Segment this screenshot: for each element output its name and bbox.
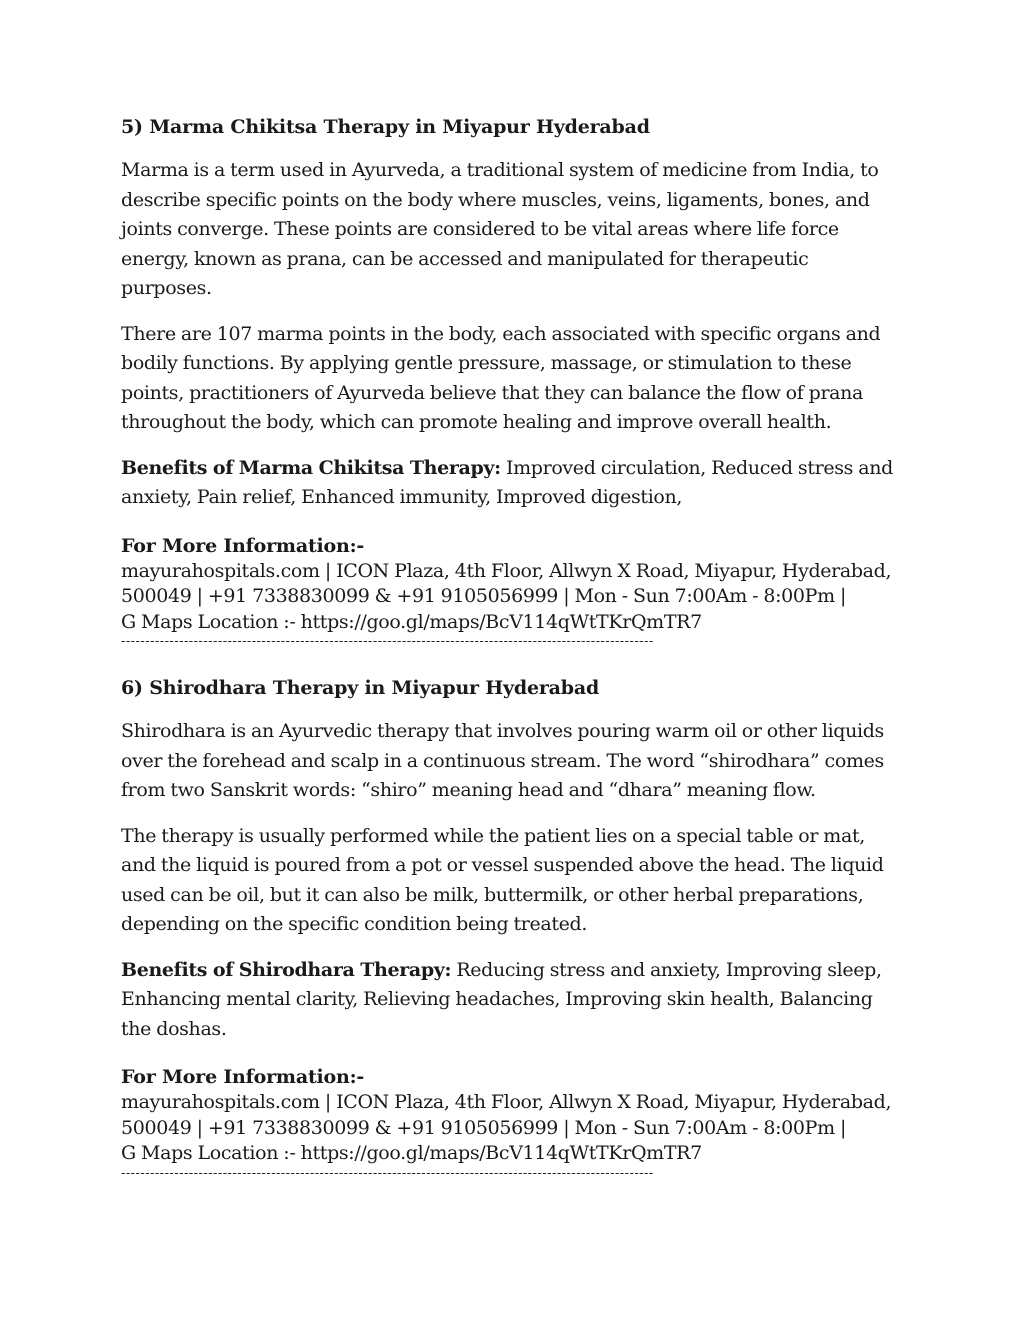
info-line-website-address: mayurahospitals.com | ICON Plaza, 4th Floor, Allwyn X Road, Miyapur, Hyderabad, bbox=[121, 1091, 892, 1113]
benefits-paragraph bbox=[121, 454, 903, 513]
info-heading: For More Information:- bbox=[121, 1066, 365, 1088]
paragraph: Shirodhara is an Ayurvedic therapy that involves pouring warm oil or other liquids over the forehead and scalp in a continuous stream. The word “shirodhara” comes from two Sanskrit words: “shiro” meaning head and “dhara” meaning flow. bbox=[121, 720, 884, 801]
paragraph: The therapy is usually performed while the patient lies on a special table or mat, and the liquid is poured from a pot or vessel suspended above the head. The liquid used can be oil, but it can also be milk, buttermilk, or other herbal preparations, depending on the specific condition being treated. bbox=[121, 824, 884, 935]
dashed-divider: -------------------------------------------------------------------------------------------------------------- bbox=[121, 635, 654, 649]
benefits-text: Reducing stress and anxiety, Improving sleep, Enhancing mental clarity, Relieving headaches, Improving skin health, Balancing the doshas. bbox=[121, 958, 882, 1040]
benefits-paragraph bbox=[121, 956, 903, 1045]
info-line-website-address: mayurahospitals.com | ICON Plaza, 4th Floor, Allwyn X Road, Miyapur, Hyderabad, bbox=[121, 559, 892, 582]
section-title: 5) Marma Chikitsa Therapy in Miyapur Hyderabad bbox=[121, 116, 650, 138]
section-title: 6) Shirodhara Therapy in Miyapur Hyderabad bbox=[121, 677, 600, 699]
benefits-text: Improved circulation, Reduced stress and anxiety, Pain relief, Enhanced immunity, Improved digestion, bbox=[121, 456, 893, 508]
contact-info bbox=[121, 1064, 903, 1181]
paragraph: There are 107 marma points in the body, each associated with specific organs and bodily functions. By applying gentle pressure, massage, or stimulation to these points, practitioners of Ayurveda believe that they can balance the flow of prana throughout the body, which can promote healing and improve overall health. bbox=[121, 322, 881, 433]
info-line-phone-hours: 500049 | +91 7338830099 & +91 9105056999 | Mon - Sun 7:00Am - 8:00Pm | bbox=[121, 585, 846, 607]
section-shirodhara bbox=[121, 675, 903, 1181]
info-heading: For More Information:- bbox=[121, 534, 365, 557]
contact-info bbox=[121, 533, 903, 650]
section-marma-chikitsa bbox=[121, 114, 903, 649]
info-line-maps-link: G Maps Location :- https://goo.gl/maps/BcV114qWtTKrQmTR7 bbox=[121, 610, 702, 633]
document-page bbox=[121, 114, 903, 1181]
benefits-label: Benefits of Shirodhara Therapy: bbox=[121, 958, 452, 981]
dashed-divider: -------------------------------------------------------------------------------------------------------------- bbox=[121, 1166, 654, 1181]
info-line-maps-link: G Maps Location :- https://goo.gl/maps/BcV114qWtTKrQmTR7 bbox=[121, 1142, 702, 1164]
info-line-phone-hours: 500049 | +91 7338830099 & +91 9105056999 | Mon - Sun 7:00Am - 8:00Pm | bbox=[121, 1116, 846, 1139]
paragraph: Marma is a term used in Ayurveda, a traditional system of medicine from India, to describe specific points on the body where muscles, veins, ligaments, bones, and joints converge. These points are considered to be vital areas where life force energy, known as prana, can be accessed and manipulated for therapeutic purposes. bbox=[121, 159, 879, 299]
benefits-label: Benefits of Marma Chikitsa Therapy: bbox=[121, 456, 501, 479]
